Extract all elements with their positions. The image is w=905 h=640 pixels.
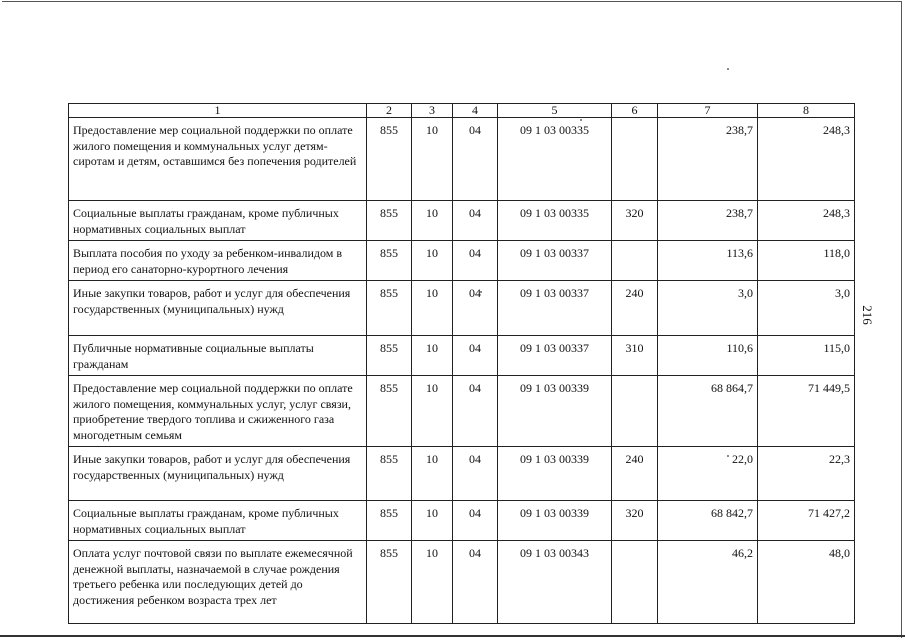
page-number: 216 xyxy=(860,305,875,325)
row-expense-type: 320 xyxy=(612,201,658,241)
row-target-article: 09 1 03 00339 xyxy=(498,501,612,541)
row-target-article: 09 1 03 00335 xyxy=(498,201,612,241)
row-amount-year2: 3,0 xyxy=(758,281,855,336)
row-amount-year1: 68 842,7 xyxy=(658,501,758,541)
row-amount-year2: 115,0 xyxy=(758,336,855,376)
row-section-code: 10 xyxy=(412,201,453,241)
table-row xyxy=(69,541,855,624)
row-description: Выплата пособия по уходу за ребенком-инвалидом в период его санаторно-курортного лечения xyxy=(69,241,367,281)
row-subsection-code: 04 xyxy=(453,336,498,376)
row-department-code: 855 xyxy=(367,281,412,336)
row-subsection-code: 04 xyxy=(453,241,498,281)
row-description: Социальные выплаты гражданам, кроме публичных нормативных социальных выплат xyxy=(69,201,367,241)
row-amount-year1: 238,7 xyxy=(658,118,758,201)
column-header: 3 xyxy=(412,104,453,118)
row-amount-year1: 238,7 xyxy=(658,201,758,241)
row-description: Иные закупки товаров, работ и услуг для обеспечения государственных (муниципальных) нужд xyxy=(69,447,367,501)
row-description: Иные закупки товаров, работ и услуг для обеспечения государственных (муниципальных) нужд xyxy=(69,281,367,336)
row-expense-type xyxy=(612,241,658,281)
row-section-code: 10 xyxy=(412,501,453,541)
row-amount-year2: 48,0 xyxy=(758,541,855,624)
row-amount-year1: 3,0 xyxy=(658,281,758,336)
table-row xyxy=(69,376,855,447)
row-amount-year1: 113,6 xyxy=(658,241,758,281)
row-amount-year1: 110,6 xyxy=(658,336,758,376)
row-amount-year2: 22,3 xyxy=(758,447,855,501)
row-section-code: 10 xyxy=(412,241,453,281)
row-amount-year1: 46,2 xyxy=(658,541,758,624)
row-target-article: 09 1 03 00337 xyxy=(498,241,612,281)
row-amount-year2: 248,3 xyxy=(758,118,855,201)
row-section-code: 10 xyxy=(412,447,453,501)
row-department-code: 855 xyxy=(367,241,412,281)
row-subsection-code: 04 xyxy=(453,541,498,624)
column-header: 6 xyxy=(612,104,658,118)
row-section-code: 10 xyxy=(412,541,453,624)
row-subsection-code: 04 xyxy=(453,281,498,336)
row-target-article: 09 1 03 00343 xyxy=(498,541,612,624)
row-section-code: 10 xyxy=(412,336,453,376)
row-subsection-code: 04 xyxy=(453,376,498,447)
row-section-code: 10 xyxy=(412,118,453,201)
budget-table xyxy=(68,103,855,624)
row-expense-type xyxy=(612,118,658,201)
row-department-code: 855 xyxy=(367,447,412,501)
scan-bottom-edge xyxy=(0,635,905,637)
row-subsection-code: 04 xyxy=(453,447,498,501)
row-section-code: 10 xyxy=(412,281,453,336)
row-description: Оплата услуг почтовой связи по выплате ежемесячной денежной выплаты, назначаемой в случае рождения третьего ребенка или последующих детей до достижения ребенком возраста трех лет xyxy=(69,541,367,624)
table-row xyxy=(69,281,855,336)
row-amount-year1: 22,0 xyxy=(658,447,758,501)
row-department-code: 855 xyxy=(367,376,412,447)
row-expense-type xyxy=(612,541,658,624)
row-expense-type: 320 xyxy=(612,501,658,541)
table-row xyxy=(69,501,855,541)
row-amount-year2: 248,3 xyxy=(758,201,855,241)
row-amount-year2: 71 427,2 xyxy=(758,501,855,541)
table-row xyxy=(69,336,855,376)
row-target-article: 09 1 03 00339 xyxy=(498,447,612,501)
column-header: 5 xyxy=(498,104,612,118)
row-expense-type xyxy=(612,376,658,447)
column-header: 7 xyxy=(658,104,758,118)
row-amount-year1: 68 864,7 xyxy=(658,376,758,447)
row-subsection-code: 04 xyxy=(453,501,498,541)
column-header: 1 xyxy=(69,104,367,118)
row-department-code: 855 xyxy=(367,118,412,201)
row-subsection-code: 04 xyxy=(453,118,498,201)
table-row xyxy=(69,241,855,281)
row-description: Публичные нормативные социальные выплаты гражданам xyxy=(69,336,367,376)
row-expense-type: 240 xyxy=(612,447,658,501)
row-description: Предоставление мер социальной поддержки по оплате жилого помещения и коммунальных услуг детям-сиротам и детям, оставшимся без попечения родителей xyxy=(69,118,367,201)
row-target-article: 09 1 03 00335 xyxy=(498,118,612,201)
row-section-code: 10 xyxy=(412,376,453,447)
row-amount-year2: 118,0 xyxy=(758,241,855,281)
scan-speck xyxy=(727,68,729,70)
row-target-article: 09 1 03 00337 xyxy=(498,281,612,336)
table-row xyxy=(69,201,855,241)
row-amount-year2: 71 449,5 xyxy=(758,376,855,447)
column-header: 2 xyxy=(367,104,412,118)
row-target-article: 09 1 03 00337 xyxy=(498,336,612,376)
column-header: 4 xyxy=(453,104,498,118)
table-header-row xyxy=(69,104,855,118)
row-target-article: 09 1 03 00339 xyxy=(498,376,612,447)
row-expense-type: 240 xyxy=(612,281,658,336)
table-row xyxy=(69,118,855,201)
table-row xyxy=(69,447,855,501)
row-department-code: 855 xyxy=(367,501,412,541)
row-department-code: 855 xyxy=(367,336,412,376)
row-description: Предоставление мер социальной поддержки по оплате жилого помещения, коммунальных услуг, услуг связи, приобретение твердого топлива и сжиженного газа многодетным семьям xyxy=(69,376,367,447)
row-description: Социальные выплаты гражданам, кроме публичных нормативных социальных выплат xyxy=(69,501,367,541)
column-header: 8 xyxy=(758,104,855,118)
row-department-code: 855 xyxy=(367,541,412,624)
row-subsection-code: 04 xyxy=(453,201,498,241)
row-department-code: 855 xyxy=(367,201,412,241)
row-expense-type: 310 xyxy=(612,336,658,376)
